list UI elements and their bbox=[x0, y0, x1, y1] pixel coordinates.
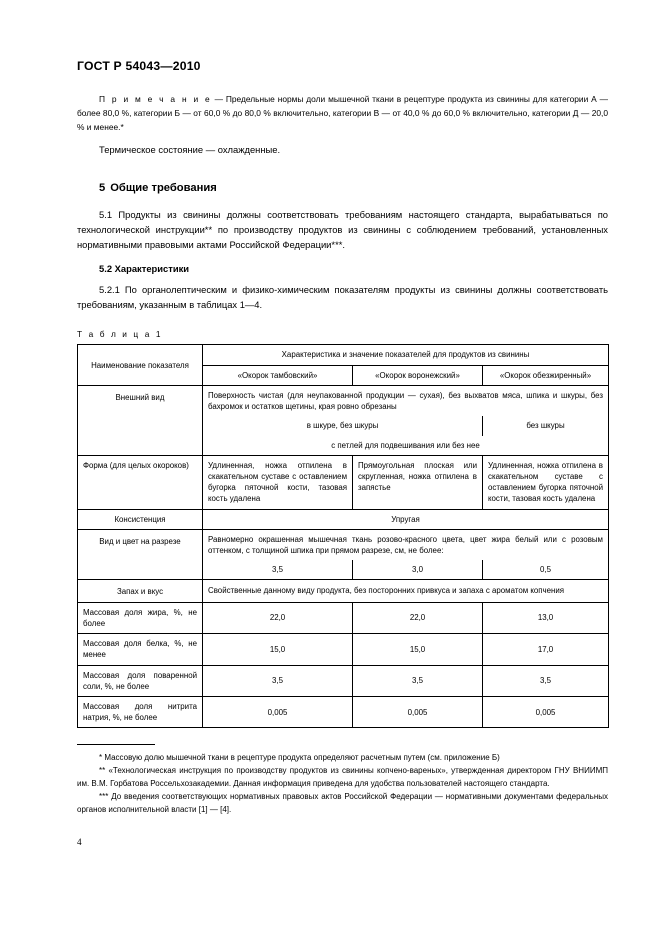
table-row bbox=[78, 697, 609, 728]
page-content bbox=[77, 0, 608, 847]
paragraph-5-1: 5.1 Продукты из свинины должны соответствовать требованиям настоящего стандарта, вырабатываться по технологической инструкции** по производству продуктов из свинины с соблюдением требований, установленных нормативными правовыми актами Российской Федерации***. bbox=[77, 209, 608, 250]
footnotes-block bbox=[77, 752, 608, 817]
header-cell-product-1: «Окорок тамбовский» bbox=[203, 365, 353, 385]
cell-fat-product-2: 22,0 bbox=[353, 602, 483, 633]
table-row bbox=[78, 385, 609, 416]
cell-appearance-main: Поверхность чистая (для неупакованной продукции — сухая), без выхватов мяса, шпика и шкуры, без бахромок и остатков щетины, края ровно обрезаны bbox=[203, 385, 609, 416]
row-label-salt-fraction: Массовая доля поваренной соли, %, не более bbox=[78, 665, 203, 696]
table-row bbox=[78, 580, 609, 602]
cell-salt-product-2: 3,5 bbox=[353, 665, 483, 696]
section-5-title: Общие требования bbox=[110, 182, 217, 195]
header-cell-group-title: Характеристика и значение показателей для продуктов из свинины bbox=[203, 345, 609, 365]
cell-fat-product-1: 22,0 bbox=[203, 602, 353, 633]
table-row bbox=[78, 529, 609, 560]
row-label-protein-fraction: Массовая доля белка, %, не менее bbox=[78, 634, 203, 665]
table-1-caption: Т а б л и ц а 1 bbox=[77, 329, 163, 340]
table-row bbox=[78, 665, 609, 696]
table-header-row-group bbox=[78, 345, 609, 365]
table-row bbox=[78, 455, 609, 509]
cell-fat-thickness-product-3: 0,5 bbox=[483, 560, 609, 580]
paragraph-5-2-1: 5.2.1 По органолептическим и физико-химическим показателям продукты из свинины должны соответствовать требованиям, указанным в таблицах 1—4. bbox=[77, 283, 608, 310]
cell-salt-product-1: 3,5 bbox=[203, 665, 353, 696]
cell-shape-product-3: Удлиненная, ножка отпилена в скакательном суставе с оставлением бугорка пяточной кости, тазовая кость удалена bbox=[483, 455, 609, 509]
row-label-nitrite-fraction: Массовая доля нитрита натрия, %, не более bbox=[78, 697, 203, 728]
footnote-1: * Массовую долю мышечной ткани в рецептуре продукта определяют расчетным путем (см. приложение Б) bbox=[99, 753, 500, 763]
cell-protein-product-3: 17,0 bbox=[483, 634, 609, 665]
row-label-cut-appearance: Вид и цвет на разрезе bbox=[78, 529, 203, 580]
cell-appearance-loop: с петлей для подвешивания или без нее bbox=[203, 436, 609, 456]
note-label: П р и м е ч а н и е bbox=[99, 94, 212, 105]
cell-nitrite-product-3: 0,005 bbox=[483, 697, 609, 728]
document-standard-id: ГОСТ Р 54043—2010 bbox=[77, 59, 201, 73]
cell-shape-product-1: Удлиненная, ножка отпилена в скакательном суставе с оставлением бугорка пяточной кости, тазовая кость удалена bbox=[203, 455, 353, 509]
row-label-fat-fraction: Массовая доля жира, %, не более bbox=[78, 602, 203, 633]
table-1 bbox=[77, 344, 609, 728]
header-cell-product-2: «Окорок воронежский» bbox=[353, 365, 483, 385]
page-number: 4 bbox=[77, 837, 82, 848]
row-label-shape: Форма (для целых окороков) bbox=[78, 455, 203, 509]
cell-fat-thickness-product-2: 3,0 bbox=[353, 560, 483, 580]
cell-fat-thickness-product-1: 3,5 bbox=[203, 560, 353, 580]
cell-smell-taste-all: Свойственные данному виду продукта, без посторонних привкуса и запаха с ароматом копчения bbox=[203, 580, 609, 602]
row-label-smell-taste: Запах и вкус bbox=[78, 580, 203, 602]
cell-nitrite-product-2: 0,005 bbox=[353, 697, 483, 728]
header-cell-indicator-name: Наименование показателя bbox=[78, 345, 203, 385]
cell-consistency-all: Упругая bbox=[203, 509, 609, 529]
note-paragraph bbox=[77, 93, 608, 134]
footnote-2: ** «Технологическая инструкция по производству продуктов из свинины копчено-вареных», утвержденная директором ГНУ ВНИИМП им. В.М. Горбатова Россельхозакадемии. Данная информация приведена для удобства пользователей настоящего стандарта. bbox=[77, 766, 608, 789]
footnote-separator-rule bbox=[77, 744, 155, 745]
subsection-5-2-heading: 5.2 Характеристики bbox=[99, 262, 190, 274]
row-label-appearance: Внешний вид bbox=[78, 385, 203, 455]
cell-cut-appearance-main: Равномерно окрашенная мышечная ткань розово-красного цвета, цвет жира белый или с розовым оттенком, с толщиной шпика при прямом разрезе, см, не более: bbox=[203, 529, 609, 560]
cell-shape-product-2: Прямоугольная плоская или скругленная, ножка отпилена в запястье bbox=[353, 455, 483, 509]
row-label-consistency: Консистенция bbox=[78, 509, 203, 529]
header-cell-product-3: «Окорок обезжиренный» bbox=[483, 365, 609, 385]
footnote-3: *** До введения соответствующих нормативных правовых актов Российской Федерации — нормативными документами федеральных органов исполнительной власти [1] — [4]. bbox=[77, 792, 608, 815]
cell-nitrite-product-1: 0,005 bbox=[203, 697, 353, 728]
section-5-number: 5 bbox=[99, 182, 106, 195]
table-row bbox=[78, 602, 609, 633]
cell-protein-product-2: 15,0 bbox=[353, 634, 483, 665]
table-row bbox=[78, 634, 609, 665]
thermal-state-paragraph: Термическое состояние — охлажденные. bbox=[99, 144, 281, 156]
note-text: — Предельные нормы доли мышечной ткани в рецептуре продукта из свинины для категории А — более 80,0 %, категории Б — от 60,0 % до 80,0 % включительно, категории В — от 40,0 % до 60,0 % включительно, категории Д — 20,0 % и менее.* bbox=[77, 94, 608, 132]
cell-protein-product-1: 15,0 bbox=[203, 634, 353, 665]
cell-appearance-skin-right: без шкуры bbox=[483, 416, 609, 435]
cell-fat-product-3: 13,0 bbox=[483, 602, 609, 633]
cell-salt-product-3: 3,5 bbox=[483, 665, 609, 696]
section-5-heading bbox=[77, 182, 608, 194]
cell-appearance-skin-left: в шкуре, без шкуры bbox=[203, 416, 483, 435]
table-row bbox=[78, 509, 609, 529]
